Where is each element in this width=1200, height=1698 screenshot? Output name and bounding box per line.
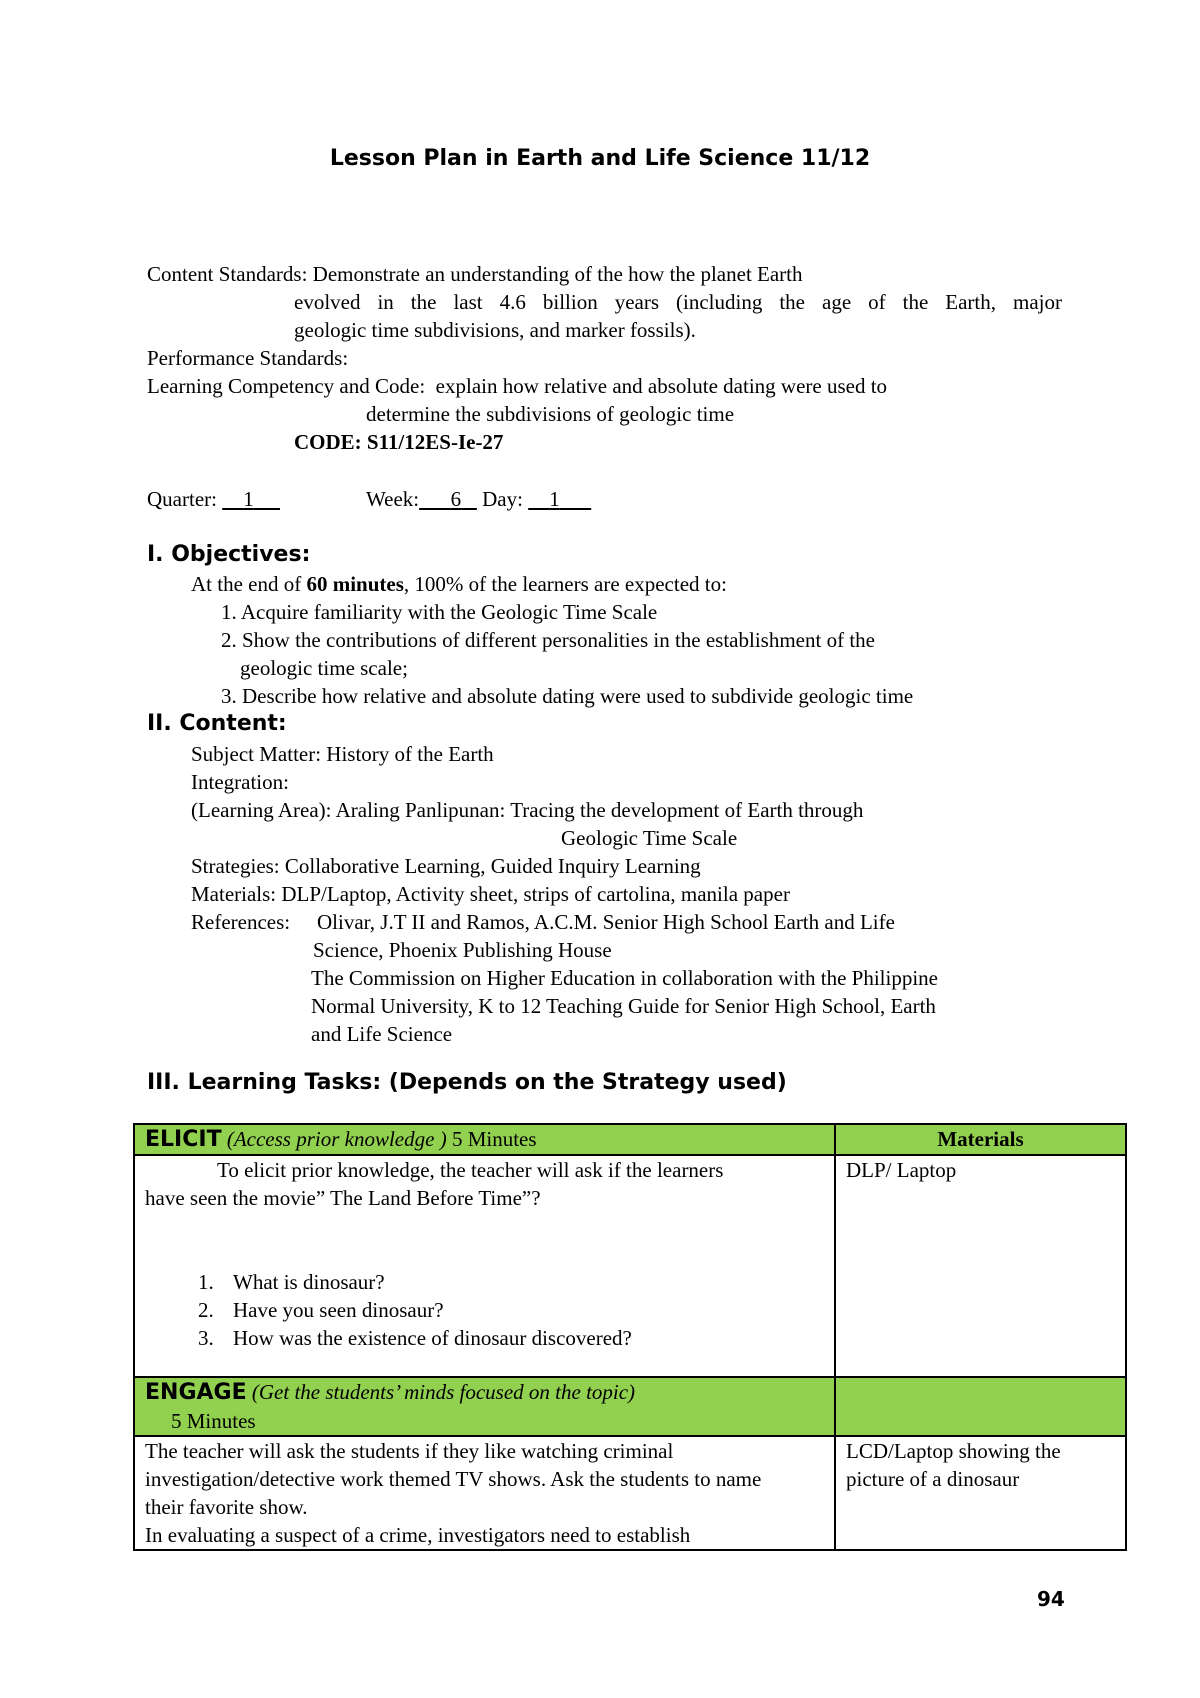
objective-2: 2. Show the contributions of different personalities in the establishment of the — [221, 628, 875, 652]
day-label: Day: — [482, 487, 523, 511]
week-number: 6 — [450, 487, 462, 511]
quarter-number: 1 — [243, 487, 254, 511]
schedule-week — [366, 485, 591, 513]
elicit-body-row — [134, 1155, 1126, 1377]
elicit-text-1: To elicit prior knowledge, the teacher will ask if the learners — [217, 1158, 724, 1182]
reference-2-cont2: and Life Science — [311, 1022, 453, 1046]
list-item: 2. Have you seen dinosaur? — [219, 1296, 824, 1324]
engage-text-1: The teacher will ask the students if they like watching criminal — [145, 1439, 674, 1463]
content-heading: II. Content: — [147, 711, 287, 736]
quarter-value — [222, 487, 280, 511]
page-title: Lesson Plan in Earth and Life Science 11/12 — [329, 146, 871, 171]
reference-1-cont: Science, Phoenix Publishing House — [313, 938, 612, 962]
elicit-time: 5 Minutes — [446, 1127, 537, 1151]
week-label: Week: — [366, 487, 420, 511]
engage-note: (Get the students’ minds focused on the topic) — [251, 1380, 636, 1404]
engage-body-row — [134, 1436, 1126, 1550]
objective-1: 1. Acquire familiarity with the Geologic Time Scale — [221, 600, 658, 624]
elicit-material-cell — [835, 1155, 1126, 1377]
objectives-duration: 60 minutes — [306, 572, 404, 596]
objectives-intro-post: , 100% of the learners are expected to: — [403, 572, 727, 596]
engage-body-cell — [134, 1436, 835, 1550]
references — [191, 908, 290, 936]
quarter-label: Quarter: — [147, 487, 217, 511]
materials-header: Materials — [835, 1124, 1126, 1155]
references-label: References: — [191, 910, 291, 934]
elicit-questions — [145, 1268, 824, 1352]
competency-label: Learning Competency and Code: — [147, 374, 426, 398]
competency-code: CODE: S11/12ES-Ie-27 — [294, 430, 504, 454]
learning-area-cont: Geologic Time Scale — [561, 826, 738, 850]
learning-tasks-table — [133, 1123, 1127, 1551]
content-standards-line2: evolved in the last 4.6 billion years (including the age of the Earth, major — [294, 290, 1062, 314]
list-item: 1. What is dinosaur? — [219, 1268, 824, 1296]
engage-header-row — [134, 1377, 1126, 1436]
engage-material-cell — [835, 1436, 1126, 1550]
elicit-note: (Access prior knowledge ) — [226, 1127, 447, 1151]
reference-2-cont: Normal University, K to 12 Teaching Guide for Senior High School, Earth — [311, 994, 936, 1018]
engage-time: 5 Minutes — [171, 1409, 256, 1433]
performance-standards: Performance Standards: — [147, 346, 349, 370]
day-value — [528, 487, 591, 511]
elicit-header-row — [134, 1124, 1126, 1155]
reference-1: Olivar, J.T II and Ramos, A.C.M. Senior High School Earth and Life — [317, 910, 895, 934]
elicit-header-cell — [134, 1124, 835, 1155]
page-number: 94 — [1037, 1587, 1065, 1611]
subject-matter: Subject Matter: History of the Earth — [191, 742, 494, 766]
integration: Integration: — [191, 770, 289, 794]
competency-text: explain how relative and absolute dating were used to — [435, 374, 888, 398]
content-standards-line3: geologic time subdivisions, and marker fossils). — [294, 318, 696, 342]
materials: Materials: DLP/Laptop, Activity sheet, strips of cartolina, manila paper — [191, 882, 790, 906]
objectives-intro — [191, 570, 727, 598]
objective-2-cont: geologic time scale; — [240, 656, 408, 680]
elicit-material: DLP/ Laptop — [846, 1158, 957, 1182]
elicit-text-2: have seen the movie” The Land Before Time”? — [145, 1186, 541, 1210]
objectives-intro-pre: At the end of — [191, 572, 307, 596]
learning-competency — [147, 372, 887, 400]
objectives-heading: I. Objectives: — [147, 542, 311, 567]
content-standards — [147, 260, 803, 288]
week-value — [419, 487, 477, 511]
engage-material-2: picture of a dinosaur — [846, 1467, 1020, 1491]
competency-line2: determine the subdivisions of geologic time — [366, 402, 735, 426]
strategies: Strategies: Collaborative Learning, Guided Inquiry Learning — [191, 854, 701, 878]
engage-text-4: In evaluating a suspect of a crime, investigators need to establish — [145, 1523, 691, 1547]
engage-text-2: investigation/detective work themed TV shows. Ask the students to name — [145, 1467, 762, 1491]
schedule-quarter — [147, 485, 280, 513]
engage-material-1: LCD/Laptop showing the — [846, 1439, 1061, 1463]
content-standards-text: Demonstrate an understanding of the how the planet Earth — [312, 262, 803, 286]
learning-area: (Learning Area): Araling Panlipunan: Tracing the development of Earth through — [191, 798, 864, 822]
day-number: 1 — [549, 487, 560, 511]
engage-material-header — [835, 1377, 1126, 1436]
elicit-body-cell — [134, 1155, 835, 1377]
list-item: 3. How was the existence of dinosaur discovered? — [219, 1324, 824, 1352]
tasks-heading: III. Learning Tasks: (Depends on the Strategy used) — [147, 1070, 787, 1095]
elicit-label: ELICIT — [145, 1127, 222, 1152]
reference-2: The Commission on Higher Education in collaboration with the Philippine — [311, 966, 938, 990]
engage-text-3: their favorite show. — [145, 1495, 308, 1519]
content-standards-label: Content Standards: — [147, 262, 308, 286]
engage-label: ENGAGE — [145, 1380, 247, 1405]
engage-header-cell — [134, 1377, 835, 1436]
objective-3: 3. Describe how relative and absolute dating were used to subdivide geologic time — [221, 684, 914, 708]
